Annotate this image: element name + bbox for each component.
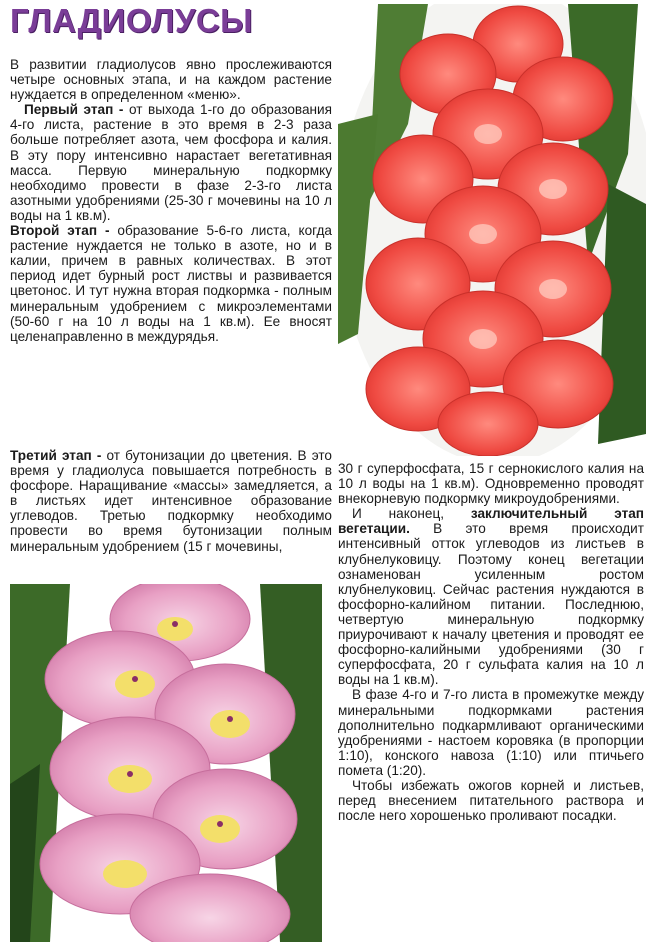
stage4-heading: заключительный этап вегетации. xyxy=(338,506,644,537)
stage1-paragraph xyxy=(10,102,332,223)
stage4-text: В это время происходит интенсивный отток углеводов из листьев в клубнелуковицу. Поэтому конец вегетации ознаменован усиленным ростом клубнелуковиц. Сейчас растения нуждаются в фосфорно-калийном питании. Последнюю, четвертую минеральную подкормку приурочивают к началу цветения и проводят ее фосфорно-калийными удобрениями (30 г суперфосфата, 20 г сульфата калия на 10 л воды на 1 кв.м). xyxy=(338,521,644,688)
stage2-paragraph xyxy=(10,223,332,344)
pink-gladiolus-photo xyxy=(10,584,322,942)
red-gladiolus-photo xyxy=(338,4,646,456)
text-column-top-left xyxy=(10,57,332,344)
stage2-text: образование 5-6-го листа, когда растение нуждается не только в азоте, но и в калии, причем в равных количествах. В этот период идет бурный рост листвы и развивается цветонос. И тут нужна вторая подкормка - полным минеральным удобрением с микроэлементами (50-60 г на 10 л воды на 1 кв.м). Ее вносят целенаправленно в междурядья. xyxy=(10,223,332,344)
stage3-text: от бутонизации до цветения. В это время у гладиолуса повышается потребность в фосфоре. Наращивание «массы» замедляется, а в листьях идет интенсивное образование углеводов. Третью подкормку необходимо провести во время бутонизации полным минеральным удобрением (15 г мочевины, xyxy=(10,448,332,554)
page-title: ГЛАДИОЛУСЫ xyxy=(10,2,253,39)
stage1-heading: Первый этап - xyxy=(24,102,124,118)
organic-paragraph: В фазе 4-го и 7-го листа в промежутке между минеральными подкормками растения дополнительно подкармливают органическими удобрениями - настоем коровяка (в пропорции 1:10), конского навоза (1:10) или птичьего помета (1:20). xyxy=(338,687,644,778)
stage4-paragraph xyxy=(338,506,644,687)
stage4-lead: И наконец, xyxy=(352,506,471,522)
stage2-heading: Второй этап - xyxy=(10,223,110,239)
burns-paragraph: Чтобы избежать ожогов корней и листьев, перед внесением питательного раствора и после него хорошенько проливают посадки. xyxy=(338,777,644,824)
stage3-paragraph xyxy=(10,448,332,554)
intro-paragraph: В развитии гладиолусов явно прослеживаются четыре основных этапа, и на каждом растение нуждается в определенном «меню». xyxy=(10,57,332,103)
stage3-continuation: 30 г суперфосфата, 15 г сернокислого калия на 10 л воды на 1 кв.м). Одновременно проводят внекорневую подкормку микроудобрениями. xyxy=(338,461,644,507)
text-column-right xyxy=(338,461,644,823)
stage3-heading: Третий этап - xyxy=(10,448,102,463)
stage1-text: от выхода 1-го до образования 4-го листа, растение в это время в 2-3 раза больше потребляет азота, чем фосфора и калия. В эту пору интенсивно нарастает вегетативная масса. Первую минеральную подкормку необходимо провести в фазе 2-3-го листа азотными удобрениями (25-30 г мочевины на 10 л воды на 1 кв.м). xyxy=(10,102,333,223)
text-column-mid-left xyxy=(10,448,332,554)
